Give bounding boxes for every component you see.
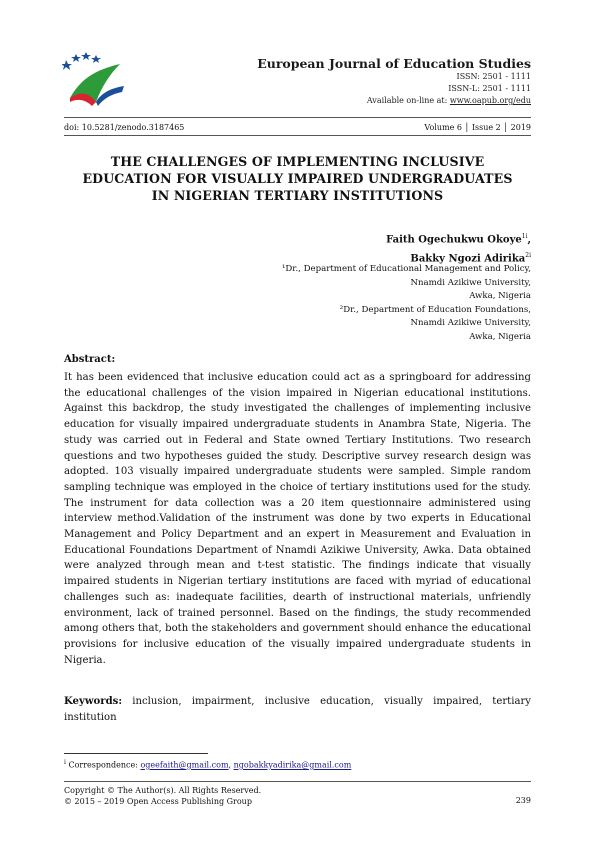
footer-rule — [64, 781, 531, 782]
abstract-text: It has been evidenced that inclusive education could act as a springboard for addressing the educational challenges of the vision impaired in Nigerian educational institutions. Against this backdrop, the study investigated the challenges of implementing inclusive education for visually impaired undergraduate students in Anambra State, Nigeria. The study was carried out in Federal and State owned Tertiary Institutions. Two research questions and two hypotheses guided the study. Descriptive survey research design was adopted. 103 visually impaired undergraduate students were sampled. Simple random sampling technique was employed in the choice of tertiary institutions used for the study. The instrument for data collection was a 20 item questionnaire administered using interview method.Validation of the instrument was done by two experts in Educational Management and Policy Department and an expert in Measurement and Evaluation in Educational Foundations Department of Nnamdi Azikiwe University, Awka. Data obtained were analyzed through mean and t-test statistic. The findings indicate that visually impaired students in Nigerian tertiary institutions are faced with myriad of educational challenges such as: inadequate facilities, dearth of instructional materials, unfriendly environment, lack of trained personnel. Based on the findings, the study recommended among others that, both the stakeholders and government should enhance the educational provisions for inclusive education of the visually impaired undergraduate students in Nigeria. — [64, 372, 531, 666]
copyright-line: Copyright © The Author(s). All Rights Reserved. — [64, 786, 262, 795]
author: Bakky Ngozi Adirika$^{2i}$ — [410, 252, 531, 265]
journal-logo — [62, 50, 130, 112]
footnote-rule — [64, 753, 208, 754]
copyright — [64, 785, 261, 807]
affiliation-line: ¹Dr., Department of Educational Management and Policy, — [281, 264, 531, 274]
affiliation-line: Awka, Nigeria — [469, 331, 531, 342]
online-prefix: Available on-line at: — [366, 96, 450, 105]
title-line: IN NIGERIAN TERTIARY INSTITUTIONS — [151, 188, 444, 203]
journal-url-link[interactable]: www.oapub.org/edu — [449, 96, 531, 105]
keywords-label: Keywords: — [64, 696, 123, 707]
keywords-text: inclusion, impairment, inclusive education, visually impaired, tertiary institution — [64, 696, 531, 723]
affiliation-line: Awka, Nigeria — [469, 291, 531, 302]
online-availability — [367, 96, 531, 105]
keywords — [64, 694, 531, 725]
issn: ISSN: 2501 - 1111 — [456, 72, 531, 81]
affiliation-line: Nnamdi Azikiwe University, — [410, 277, 531, 288]
author-list — [386, 229, 531, 268]
affiliation-line: Nnamdi Azikiwe University, — [410, 318, 531, 329]
email-link[interactable]: ngobakkyadirika@gmail.com — [233, 760, 352, 770]
doi: doi: 10.5281/zenodo.3187465 — [64, 123, 185, 132]
correspondence-footnote: $^i$ Correspondence: ogeefaith@gmail.com, ngobakkyadirika@gmail.com — [64, 759, 352, 770]
affiliation-line: ²Dr., Department of Education Foundations, — [339, 304, 531, 315]
volume-issue: Volume 6 │ Issue 2 │ 2019 — [424, 123, 531, 132]
email-link[interactable]: ogeefaith@gmail.com — [140, 760, 229, 770]
affiliations — [282, 263, 531, 345]
journal-title: European Journal of Education Studies — [257, 56, 531, 71]
issn-l: ISSN-L: 2501 - 1111 — [448, 84, 531, 93]
book-logo-icon — [62, 50, 130, 112]
header-rule-bottom — [64, 135, 531, 136]
abstract-heading: Abstract: — [64, 354, 116, 365]
paper-title — [64, 153, 531, 204]
page-number: 239 — [515, 796, 531, 805]
title-line: EDUCATION FOR VISUALLY IMPAIRED UNDERGRADUATES — [82, 171, 513, 186]
title-line: THE CHALLENGES OF IMPLEMENTING INCLUSIVE — [110, 154, 485, 169]
header-rule — [64, 117, 531, 118]
author: Faith Ogechukwu Okoye$^{1i}$, — [386, 233, 531, 246]
copyright-line: © 2015 – 2019 Open Access Publishing Group — [64, 797, 252, 806]
